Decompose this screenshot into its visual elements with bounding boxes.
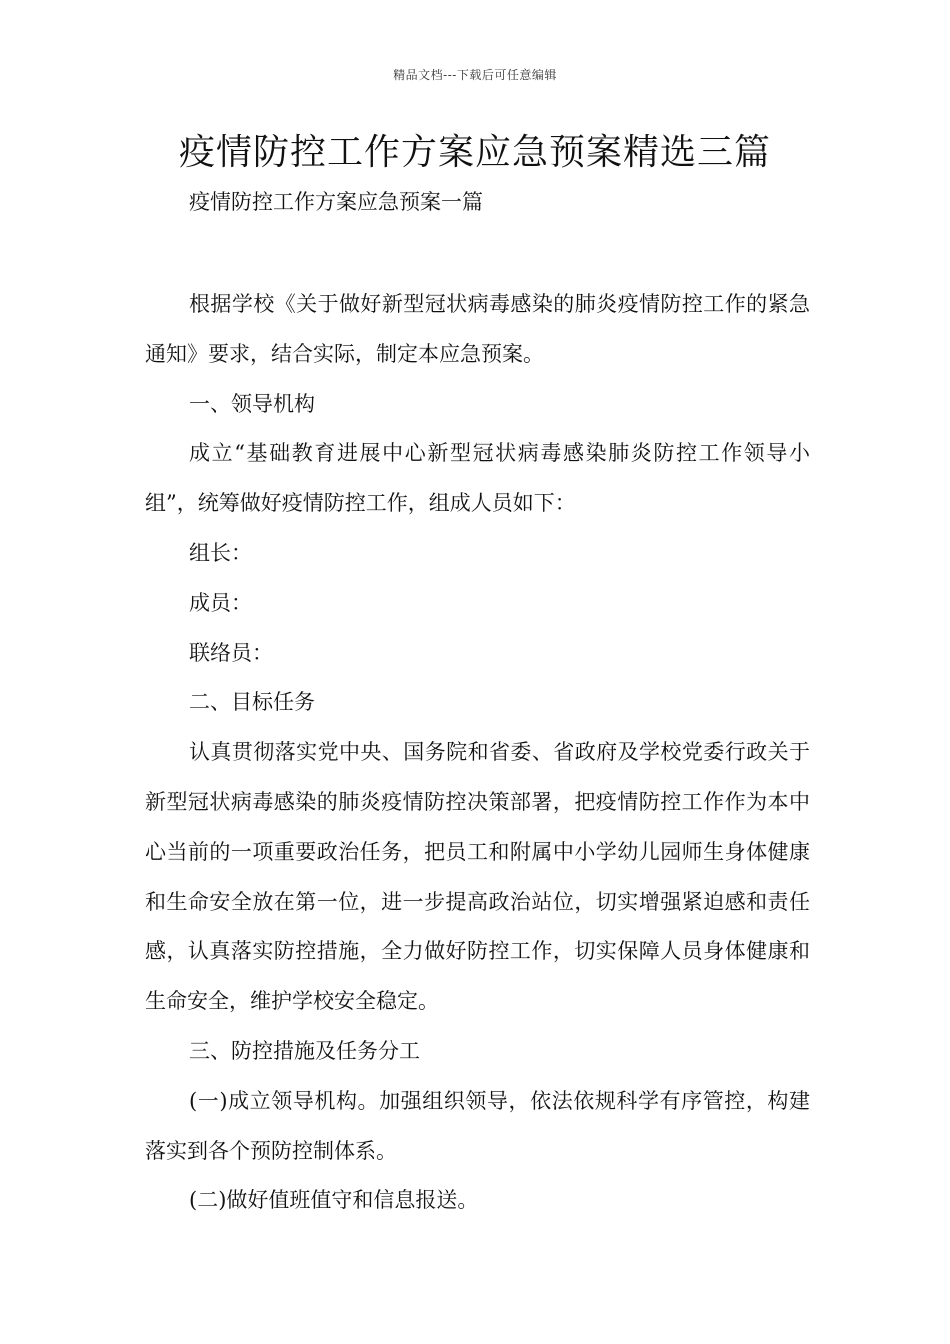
- member-liaison: 联络员：: [189, 640, 273, 665]
- member-members: 成员：: [189, 590, 252, 615]
- paragraph-measure-1: (一)成立领导机构。加强组织领导，依法依规科学有序管控，构建落实到各个预防控制体系。: [145, 1088, 810, 1163]
- paragraph-intro: 根据学校《关于做好新型冠状病毒感染的肺炎疫情防控工作的紧急通知》要求，结合实际，制定本应急预案。: [145, 292, 810, 366]
- section-heading-leadership: 一、领导机构: [189, 391, 315, 416]
- member-leader: 组长：: [189, 540, 252, 565]
- paragraph-leadership: 成立“基础教育进展中心新型冠状病毒感染肺炎防控工作领导小组”，统筹做好疫情防控工作，组成人员如下：: [145, 441, 810, 516]
- document-subtitle: 疫情防控工作方案应急预案一篇: [189, 190, 483, 214]
- header-note: 精品文档---下载后可任意编辑: [393, 68, 557, 82]
- paragraph-goals: 认真贯彻落实党中央、国务院和省委、省政府及学校党委行政关于新型冠状病毒感染的肺炎疫情防控决策部署，把疫情防控工作作为本中心当前的一项重要政治任务，把员工和附属中小学幼儿园师生身体健康和生命安全放在第一位，进一步提高政治站位，切实增强紧迫感和责任感，认真落实防控措施，全力做好防控工作，切实保障人员身体健康和生命安全，维护学校安全稳定。: [145, 740, 810, 1014]
- document-title: 疫情防控工作方案应急预案精选三篇: [178, 132, 771, 173]
- section-heading-measures: 三、防控措施及任务分工: [189, 1038, 420, 1063]
- document-body: [145, 280, 810, 1226]
- section-heading-goals: 二、目标任务: [189, 690, 315, 715]
- paragraph-measure-2: (二)做好值班值守和信息报送。: [189, 1188, 479, 1213]
